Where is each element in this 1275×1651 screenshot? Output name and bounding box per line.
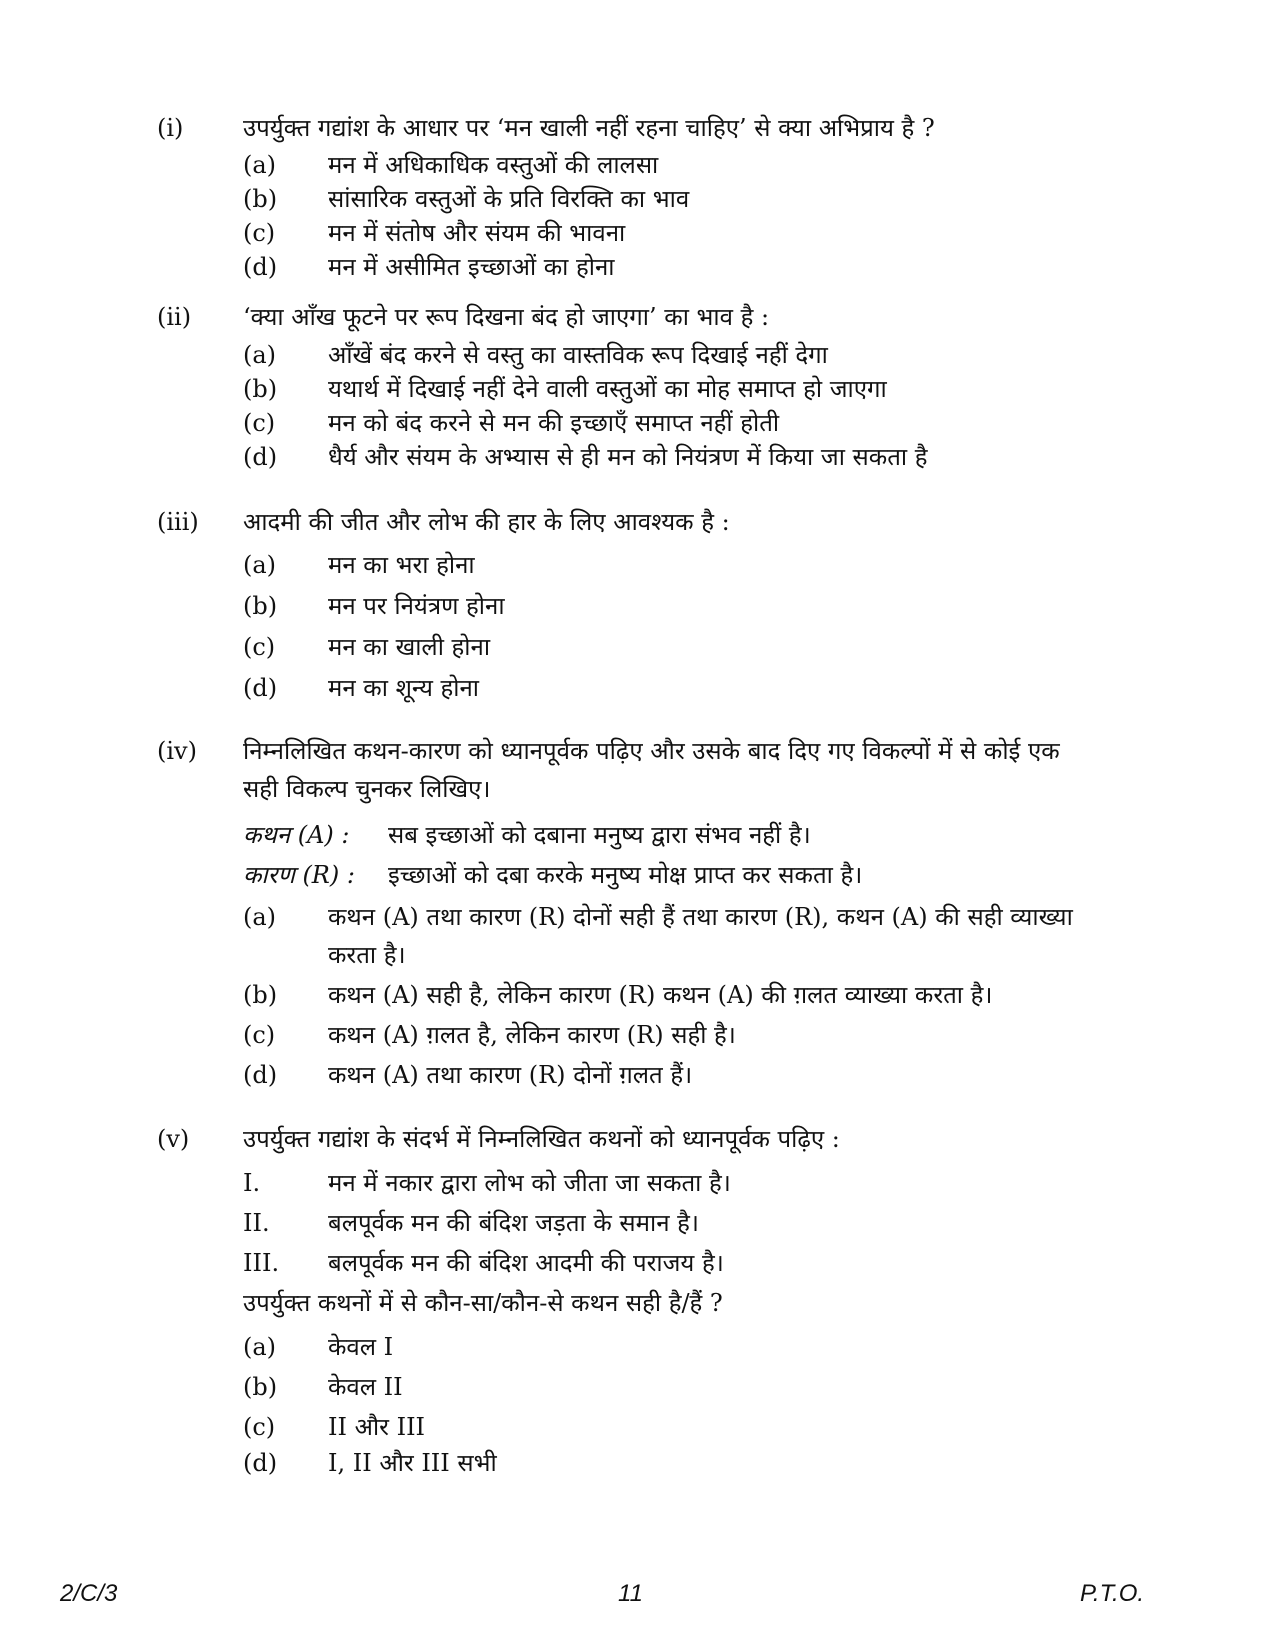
option (0, 1370, 1275, 1404)
statement-label: III. (243, 1249, 280, 1277)
paper-code: 2/C/3 (60, 1580, 118, 1607)
assertion-text: सब इच्छाओं को दबाना मनुष्य द्वारा संभव नहीं है। (388, 821, 811, 849)
reason-text: इच्छाओं को दबा करके मनुष्य मोक्ष प्राप्त कर सकता है। (388, 861, 863, 889)
option (0, 1330, 1275, 1364)
option-text: मन का भरा होना (328, 551, 475, 579)
option-label: (d) (243, 253, 278, 281)
option-text: केवल II (328, 1373, 403, 1401)
option (0, 900, 1275, 934)
option-label: (c) (243, 633, 276, 661)
option-label: (b) (243, 375, 278, 403)
option-text: मन का खाली होना (328, 633, 491, 661)
option-label: (c) (243, 1413, 276, 1441)
option-text: कथन (A) तथा कारण (R) दोनों ग़लत हैं। (328, 1061, 693, 1089)
option (0, 182, 1275, 216)
option (0, 372, 1275, 406)
option-text: सांसारिक वस्तुओं के प्रति विरक्ति का भाव (328, 185, 690, 213)
question-text: आदमी की जीत और लोभ की हार के लिए आवश्यक है : (243, 508, 730, 536)
pto-label: P.T.O. (1080, 1580, 1145, 1607)
option-label: (a) (243, 903, 277, 931)
option-label: (a) (243, 151, 277, 179)
option-text: मन का शून्य होना (328, 674, 480, 702)
option (0, 589, 1275, 623)
option (0, 1058, 1275, 1092)
option-continued (0, 938, 1275, 972)
option-text: मन को बंद करने से मन की इच्छाएँ समाप्त नहीं होती (328, 409, 780, 437)
option-text: मन में अधिकाधिक वस्तुओं की लालसा (328, 151, 659, 179)
option (0, 406, 1275, 440)
option-text: II और III (328, 1413, 426, 1441)
option-label: (c) (243, 409, 276, 437)
option (0, 1018, 1275, 1052)
assertion-label: कथन (A) : (243, 821, 350, 849)
option-label: (b) (243, 1373, 278, 1401)
option-text: मन में असीमित इच्छाओं का होना (328, 253, 615, 281)
option-text: आँखें बंद करने से वस्तु का वास्तविक रूप दिखाई नहीं देगा (328, 341, 828, 369)
option-label: (d) (243, 674, 278, 702)
option (0, 671, 1275, 705)
option-label: (a) (243, 551, 277, 579)
option (0, 1410, 1275, 1444)
option (0, 978, 1275, 1012)
option (0, 338, 1275, 372)
question-text-line-1: निम्नलिखित कथन-कारण को ध्यानपूर्वक पढ़िए और उसके बाद दिए गए विकल्पों में से कोई एक (243, 737, 1060, 765)
option-label: (a) (243, 1333, 277, 1361)
option-text: धैर्य और संयम के अभ्यास से ही मन को नियंत्रण में किया जा सकता है (328, 443, 928, 471)
question-text: उपर्युक्त गद्यांश के संदर्भ में निम्नलिखित कथनों को ध्यानपूर्वक पढ़िए : (243, 1125, 840, 1153)
option (0, 250, 1275, 284)
statement (0, 1246, 1275, 1280)
reason-label: कारण (R) : (243, 861, 355, 889)
option-label: (c) (243, 1021, 276, 1049)
option-text-line-1: कथन (A) तथा कारण (R) दोनों सही हैं तथा कारण (R), कथन (A) की सही व्याख्या (328, 903, 1073, 931)
question-number: (ii) (157, 303, 192, 331)
statement (0, 1166, 1275, 1200)
statement-label: I. (243, 1169, 261, 1197)
statement-text: बलपूर्वक मन की बंदिश जड़ता के समान है। (328, 1209, 700, 1237)
option-text: कथन (A) सही है, लेकिन कारण (R) कथन (A) की ग़लत व्याख्या करता है। (328, 981, 993, 1009)
question-text: उपर्युक्त गद्यांश के आधार पर ‘मन खाली नहीं रहना चाहिए’ से क्या अभिप्राय है ? (243, 114, 935, 142)
option-text: केवल I (328, 1333, 394, 1361)
option-text: I, II और III सभी (328, 1449, 497, 1477)
question-number: (i) (157, 114, 184, 142)
option-text-line-2: करता है। (328, 941, 406, 969)
statement-text: बलपूर्वक मन की बंदिश आदमी की पराजय है। (328, 1249, 724, 1277)
option-text: मन में संतोष और संयम की भावना (328, 219, 626, 247)
option-label: (d) (243, 1061, 278, 1089)
option (0, 440, 1275, 474)
option-text: यथार्थ में दिखाई नहीं देने वाली वस्तुओं का मोह समाप्त हो जाएगा (328, 375, 887, 403)
question-number: (iv) (157, 737, 197, 765)
option-label: (d) (243, 1449, 278, 1477)
page-number: 11 (618, 1580, 643, 1607)
option-label: (d) (243, 443, 278, 471)
option (0, 1446, 1275, 1480)
question-number: (iii) (157, 508, 199, 536)
statement-label: II. (243, 1209, 270, 1237)
option-label: (b) (243, 185, 278, 213)
option (0, 216, 1275, 250)
option-text: कथन (A) ग़लत है, लेकिन कारण (R) सही है। (328, 1021, 736, 1049)
question-text: ‘क्या आँख फूटने पर रूप दिखना बंद हो जाएगा’ का भाव है : (243, 303, 770, 331)
option (0, 548, 1275, 582)
statement-text: मन में नकार द्वारा लोभ को जीता जा सकता है। (328, 1169, 731, 1197)
option-label: (b) (243, 592, 278, 620)
question-text-line-2: सही विकल्प चुनकर लिखिए। (243, 775, 491, 803)
option (0, 630, 1275, 664)
question-number: (v) (157, 1125, 190, 1153)
option-label: (c) (243, 219, 276, 247)
statement (0, 1206, 1275, 1240)
option-label: (a) (243, 341, 277, 369)
question-prompt: उपर्युक्त कथनों में से कौन-सा/कौन-से कथन सही है/हैं ? (243, 1289, 723, 1317)
option-text: मन पर नियंत्रण होना (328, 592, 505, 620)
option (0, 148, 1275, 182)
option-label: (b) (243, 981, 278, 1009)
